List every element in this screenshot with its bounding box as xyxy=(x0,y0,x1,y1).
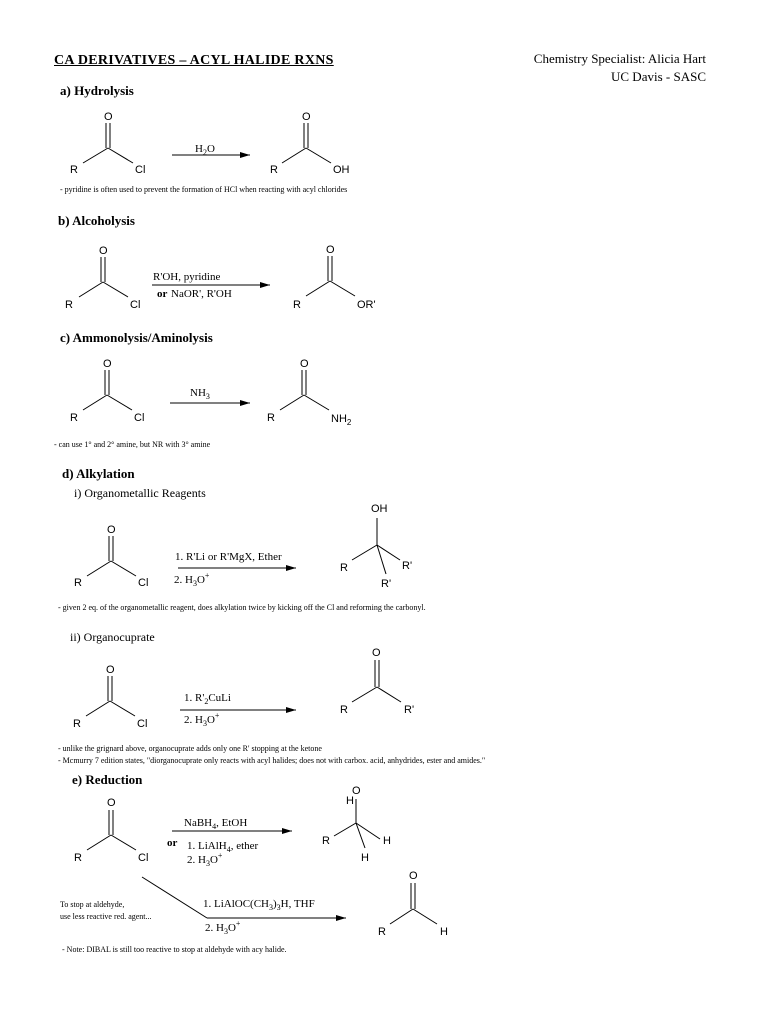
atom-oh: OH xyxy=(371,503,388,515)
reagent-d2-step1: 1. $R'_2CuLi$ xyxy=(184,692,231,706)
reagent-ald-step2: 2. $H_3O^+$ xyxy=(205,919,241,936)
section-d-i-label: i) Organometallic Reagents xyxy=(74,486,206,500)
atom-r: R xyxy=(293,299,301,311)
reagent-b-bottom: NaOR', R'OH xyxy=(171,288,232,300)
acyl-chloride-c xyxy=(83,370,132,410)
atom-r: R xyxy=(340,562,348,574)
reagent-b-or: or xyxy=(157,288,168,300)
section-e-heading: e) Reduction xyxy=(72,772,143,787)
atom-r: R xyxy=(267,412,275,424)
section-a-heading: a) Hydrolysis xyxy=(60,83,134,98)
reagent-a: $H_2O$ xyxy=(195,143,215,157)
section-c-heading: c) Ammonolysis/Aminolysis xyxy=(60,330,213,345)
atom-cl: Cl xyxy=(130,299,141,311)
atom-or-prime: OR' xyxy=(357,299,376,311)
atom-r: R xyxy=(270,164,278,176)
reagent-e-or: or xyxy=(167,837,178,849)
atom-r: R xyxy=(74,577,82,589)
atom-r: R xyxy=(73,718,81,730)
atom-o: O xyxy=(104,111,113,123)
section-b-heading: b) Alcoholysis xyxy=(58,213,135,228)
atom-cl: Cl xyxy=(134,412,145,424)
atom-r: R xyxy=(322,835,330,847)
atom-o: O xyxy=(300,358,309,370)
atom-o: O xyxy=(107,524,116,536)
author-affiliation: UC Davis - SASC xyxy=(611,69,706,84)
acyl-chloride-e xyxy=(87,810,136,850)
atom-r: R xyxy=(74,852,82,864)
atom-nh2: $NH_2$ xyxy=(331,413,352,427)
atom-o: O xyxy=(99,245,108,257)
atom-r: R xyxy=(70,164,78,176)
section-e-note: - Note: DIBAL is still too reactive to stop at aldehyde with acy halide. xyxy=(62,945,287,954)
atom-o: O xyxy=(372,647,381,659)
reagent-e-step1: 1. LiAlH$_4$, ether xyxy=(187,840,259,854)
atom-r: R xyxy=(378,926,386,938)
primary-alcohol-product xyxy=(334,799,380,848)
section-c-note: - can use 1° and 2° amine, but NR with 3° amine xyxy=(54,440,211,449)
reagent-d1-step1: 1. R'Li or R'MgX, Ether xyxy=(175,551,282,563)
ester-product xyxy=(306,256,355,296)
carboxylic-acid-product xyxy=(282,123,331,163)
reagent-d1-step2: 2. $H_3O^+$ xyxy=(174,571,210,588)
atom-r: R xyxy=(65,299,73,311)
aldehyde-product xyxy=(390,883,437,924)
section-d-heading: d) Alkylation xyxy=(62,466,135,481)
branch-line xyxy=(142,877,207,918)
acyl-chloride-d2 xyxy=(86,676,135,716)
reagent-e-top: NaBH$_4$, EtOH xyxy=(184,817,248,831)
reagent-d2-step2: 2. $H_3O^+$ xyxy=(184,711,220,728)
section-e-stop-line-2: use less reactive red. agent... xyxy=(60,912,152,921)
section-e-stop-line-1: To stop at aldehyde, xyxy=(60,900,125,909)
section-d-ii-label: ii) Organocuprate xyxy=(70,630,155,644)
tertiary-alcohol-product xyxy=(352,518,400,574)
section-d-ii-note-1: - unlike the grignard above, organocuprate adds only one R' stopping at the ketone xyxy=(58,744,322,753)
acyl-chloride-d1 xyxy=(87,536,136,576)
section-d-i-note: - given 2 eq. of the organometallic reagent, does alkylation twice by kicking off the Cl and reforming the carbonyl. xyxy=(58,603,426,612)
atom-r: R xyxy=(70,412,78,424)
atom-cl: Cl xyxy=(135,164,146,176)
atom-h: H xyxy=(361,852,369,864)
atom-o: O xyxy=(106,664,115,676)
atom-h: H xyxy=(346,795,354,807)
section-a-note: - pyridine is often used to prevent the formation of HCl when reacting with acyl chlorides xyxy=(60,185,348,194)
atom-o: O xyxy=(103,358,112,370)
author-name: Chemistry Specialist: Alicia Hart xyxy=(533,51,706,66)
atom-o: O xyxy=(352,785,361,797)
atom-r-prime: R' xyxy=(381,578,392,590)
atom-o: O xyxy=(326,244,335,256)
atom-o: O xyxy=(302,111,311,123)
atom-oh: OH xyxy=(333,164,350,176)
atom-cl: Cl xyxy=(137,718,148,730)
amide-product xyxy=(280,370,329,410)
atom-o: O xyxy=(409,870,418,882)
atom-h: H xyxy=(440,926,448,938)
ketone-product xyxy=(352,660,401,702)
atom-r: R xyxy=(340,704,348,716)
reagent-c: $NH_3$ xyxy=(190,387,210,401)
reagent-ald-step1: 1. $LiAlOC(CH_3)_3H$, THF xyxy=(203,898,315,912)
page-title: CA DERIVATIVES – ACYL HALIDE RXNS xyxy=(54,53,334,68)
acyl-chloride-a xyxy=(83,123,133,163)
atom-h: H xyxy=(383,835,391,847)
atom-o: O xyxy=(107,797,116,809)
acyl-chloride-b xyxy=(79,257,128,297)
reagent-e-step2: 2. $H_3O^+$ xyxy=(187,851,223,868)
reagent-b-top: R'OH, pyridine xyxy=(153,271,221,283)
atom-r-prime: R' xyxy=(402,560,413,572)
atom-cl: Cl xyxy=(138,577,149,589)
atom-cl: Cl xyxy=(138,852,149,864)
section-d-ii-note-2: - Mcmurry 7 edition states, "diorganocuprate only reacts with acyl halides; does not with carbox. acid, anhydrides, ester and amides." xyxy=(58,756,486,765)
atom-r-prime: R' xyxy=(404,704,415,716)
